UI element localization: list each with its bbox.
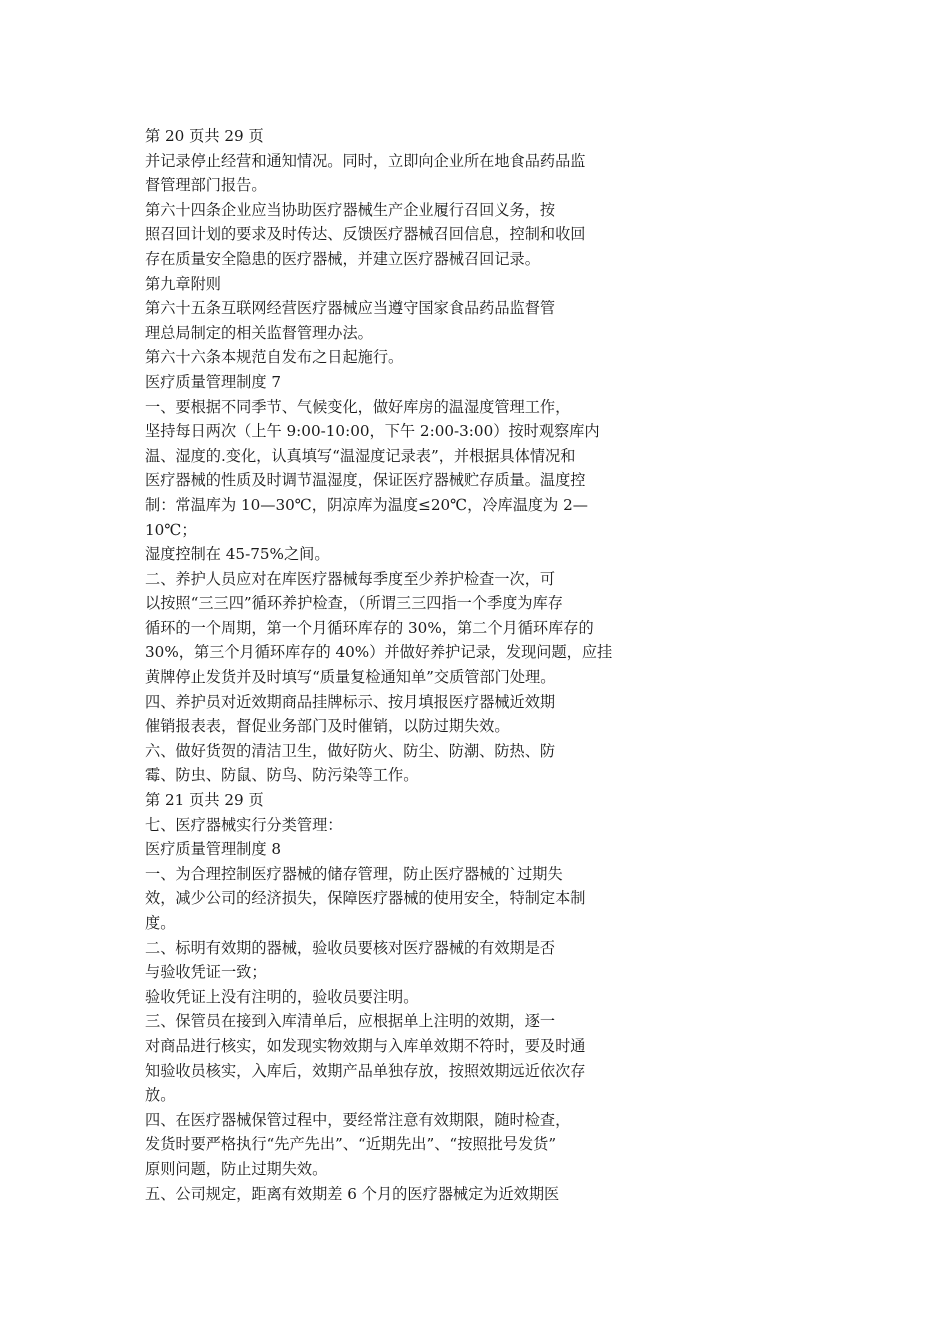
text-line: 发货时要严格执行“先产先出”、“近期先出”、“按照批号发货” [145,1135,557,1154]
text-line: 湿度控制在 45-75%之间。 [145,545,330,564]
text-line: 四、养护员对近效期商品挂牌标示、按月填报医疗器械近效期 [145,692,556,711]
text-line: 照召回计划的要求及时传达、反馈医疗器械召回信息，控制和收回 [145,225,586,244]
document-body [145,124,650,1206]
page-number-21: 第 21 页共 29 页 [145,791,264,810]
text-line: 七、医疗器械实行分类管理： [145,815,343,834]
text-line: 一、要根据不同季节、气候变化，做好库房的温湿度管理工作， [145,397,571,416]
article-66: 第六十六条本规范自发布之日起施行。 [145,348,404,367]
article-64: 第六十四条企业应当协助医疗器械生产企业履行召回义务，按 [145,200,556,219]
text-line: 验收凭证上没有注明的，验收员要注明。 [145,987,419,1006]
article-65: 第六十五条互联网经营医疗器械应当遵守国家食品药品监督管 [145,299,556,318]
section-heading-7: 医疗质量管理制度 7 [145,372,281,391]
section-heading-8: 医疗质量管理制度 8 [145,840,281,859]
text-line: 三、保管员在接到入库清单后，应根据单上注明的效期，逐一 [145,1012,556,1031]
text-line: 以按照“三三四”循环养护检查，（所谓三三四指一个季度为库存 [145,594,563,613]
text-line: 10℃； [145,520,197,539]
text-line: 并记录停止经营和通知情况。同时，立即向企业所在地食品药品监 [145,151,586,170]
text-line: 温、湿度的.变化，认真填写“温湿度记录表”，并根据具体情况和 [145,446,576,465]
text-line: 效，减少公司的经济损失，保障医疗器械的使用安全，特制定本制 [145,889,586,908]
text-line: 放。 [145,1086,176,1105]
text-line: 30%，第三个月循环库存的 40%）并做好养护记录，发现问题，应挂 [145,643,613,662]
text-line: 六、做好货贺的清洁卫生，做好防火、防尘、防潮、防热、防 [145,741,556,760]
text-line: 五、公司规定，距离有效期差 6 个月的医疗器械定为近效期医 [145,1184,560,1203]
text-line: 制：常温库为 10—30℃，阴凉库为温度≤20℃，冷库温度为 2— [145,495,588,514]
text-line: 循环的一个周期，第一个月循环库存的 30%，第二个月循环库存的 [145,618,594,637]
text-line: 二、养护人员应对在库医疗器械每季度至少养护检查一次，可 [145,569,556,588]
chapter-heading: 第九章附则 [145,274,221,293]
text-line: 四、在医疗器械保管过程中，要经常注意有效期限，随时检查， [145,1110,571,1129]
text-line: 催销报表表，督促业务部门及时催销，以防过期失效。 [145,717,510,736]
text-line: 知验收员核实，入库后，效期产品单独存放，按照效期远近依次存 [145,1061,586,1080]
text-line: 存在质量安全隐患的医疗器械，并建立医疗器械召回记录。 [145,249,540,268]
text-line: 坚持每日两次（上午 9:00-10:00，下午 2:00-3:00）按时观察库内 [145,422,600,441]
text-line: 一、为合理控制医疗器械的储存管理，防止医疗器械的`过期失 [145,864,563,883]
text-line: 理总局制定的相关监督管理办法。 [145,323,373,342]
text-line: 督管理部门报告。 [145,176,267,195]
text-line: 霉、防虫、防鼠、防鸟、防污染等工作。 [145,766,419,785]
text-line: 医疗器械的性质及时调节温湿度，保证医疗器械贮存质量。温度控 [145,471,586,490]
text-line: 对商品进行核实，如发现实物效期与入库单效期不符时，要及时通 [145,1036,586,1055]
text-line: 二、标明有效期的器械，验收员要核对医疗器械的有效期是否 [145,938,556,957]
text-line: 与验收凭证一致； [145,963,267,982]
text-line: 原则问题，防止过期失效。 [145,1159,328,1178]
text-line: 度。 [145,914,176,932]
page-number-20: 第 20 页共 29 页 [145,127,264,145]
text-line: 黄牌停止发货并及时填写“质量复检通知单”交质管部门处理。 [145,668,556,687]
